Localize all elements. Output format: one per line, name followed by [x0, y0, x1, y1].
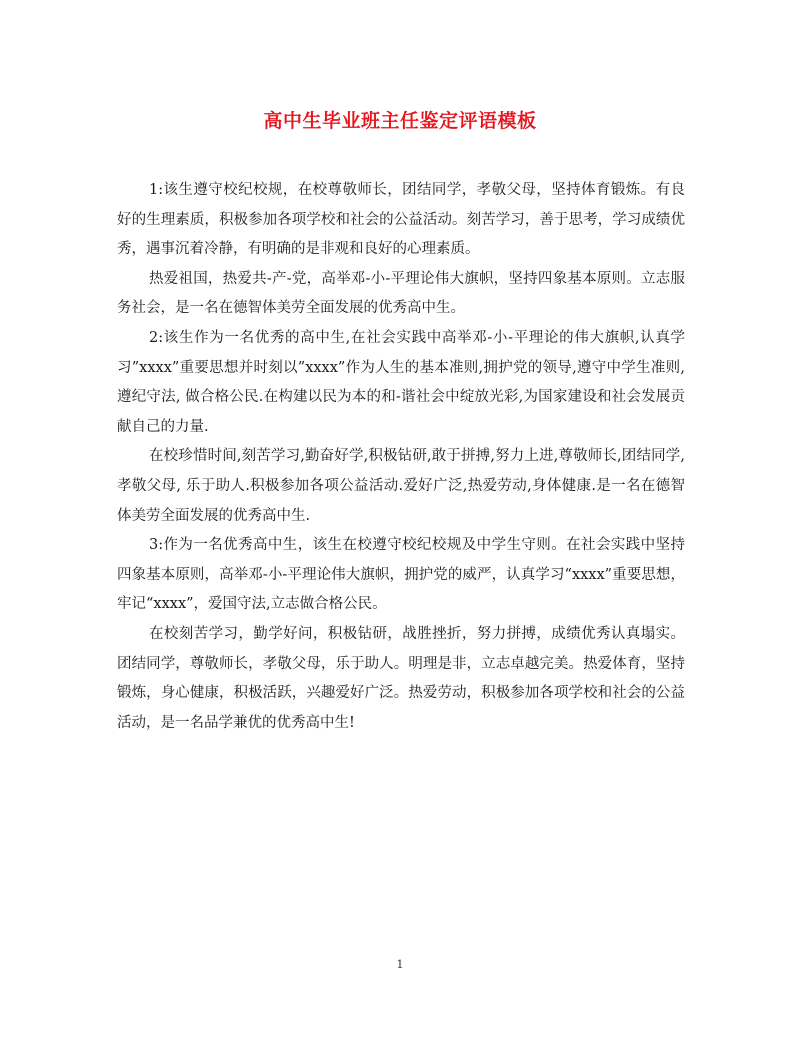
paragraph-1: 1:该生遵守校纪校规，在校尊敬师长，团结同学，孝敬父母，坚持体育锻炼。有良好的生理素质，积极参加各项学校和社会的公益活动。刻苦学习，善于思考，学习成绩优秀，遇事沉着冷静，有明确的是非观和良好的心理素质。	[117, 182, 685, 258]
document-body	[117, 176, 685, 738]
paragraph-5: 3:作为一名优秀高中生，该生在校遵守校纪校规及中学生守则。在社会实践中坚持四象基本原则，高举邓-小-平理论伟大旗帜，拥护党的威严，认真学习“xxxx”重要思想，牢记“xxxx”，爱国守法,立志做合格公民。	[117, 537, 685, 613]
paragraph-4: 在校珍惜时间,刻苦学习,勤奋好学,积极钻研,敢于拼搏,努力上进,尊敬师长,团结同学,孝敬父母, 乐于助人.积极参加各项公益活动.爱好广泛,热爱劳动,身体健康.是一名在德智体美劳全面发展的优秀高中生.	[117, 448, 685, 524]
paragraph-2: 热爱祖国，热爱共-产-党，高举邓-小-平理论伟大旗帜，坚持四象基本原则。立志服务社会，是一名在德智体美劳全面发展的优秀高中生。	[117, 270, 685, 317]
paragraph-3: 2:该生作为一名优秀的高中生,在社会实践中高举邓-小-平理论的伟大旗帜,认真学习”xxxx”重要思想并时刻以”xxxx”作为人生的基本准则,拥护党的领导,遵守中学生准则,遵纪守法, 做合格公民.在构建以民为本的和-谐社会中绽放光彩,为国家建设和社会发展贡献自己的力量.	[117, 329, 685, 435]
document-title: 高中生毕业班主任鉴定评语模板	[263, 110, 537, 132]
page-number: 1	[396, 958, 404, 971]
paragraph-6: 在校刻苦学习，勤学好问，积极钻研，战胜挫折，努力拼搏，成绩优秀认真塌实。团结同学，尊敬师长，孝敬父母，乐于助人。明理是非，立志卓越完美。热爱体育，坚持锻炼，身心健康，积极活跃，兴趣爱好广泛。热爱劳动，积极参加各项学校和社会的公益活动，是一名品学兼优的优秀高中生!	[117, 625, 685, 731]
